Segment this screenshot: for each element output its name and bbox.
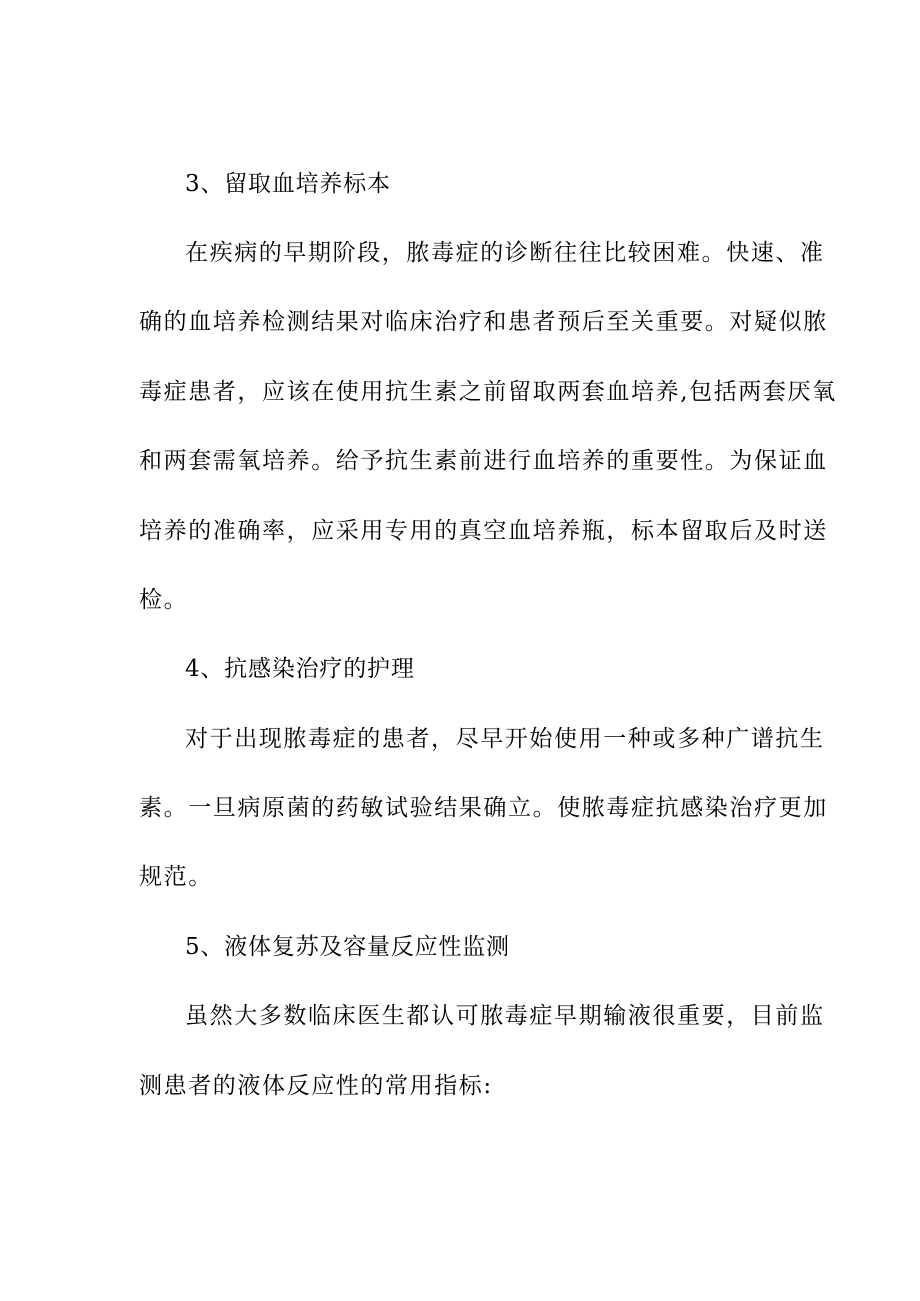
paragraph-line: 和两套需氧培养。给予抗生素前进行血培养的重要性。为保证血 xyxy=(139,448,828,474)
paragraph-line: 培养的准确率，应采用专用的真空血培养瓶，标本留取后及时送 xyxy=(139,518,828,544)
paragraph-line: 虽然大多数临床医生都认可脓毒症早期输液很重要，目前监 xyxy=(185,1003,825,1029)
paragraph-line: 检。 xyxy=(139,587,189,613)
section-heading-3: 3、留取血培养标本 xyxy=(185,171,391,197)
paragraph-line: 确的血培养检测结果对临床治疗和患者预后至关重要。对疑似脓 xyxy=(139,309,828,335)
paragraph-line: 素。一旦病原菌的药敏试验结果确立。使脓毒症抗感染治疗更加 xyxy=(139,795,828,821)
paragraph-line: 毒症患者，应该在使用抗生素之前留取两套血培养,包括两套厌氧 xyxy=(139,379,837,405)
paragraph-line: 测患者的液体反应性的常用指标: xyxy=(139,1073,493,1099)
paragraph-line: 对于出现脓毒症的患者，尽早开始使用一种或多种广谱抗生 xyxy=(185,726,825,752)
section-heading-4: 4、抗感染治疗的护理 xyxy=(185,656,415,682)
section-heading-5: 5、液体复苏及容量反应性监测 xyxy=(185,934,510,960)
paragraph-line: 在疾病的早期阶段，脓毒症的诊断往往比较困难。快速、准 xyxy=(185,240,825,266)
paragraph-line: 规范。 xyxy=(139,864,213,890)
